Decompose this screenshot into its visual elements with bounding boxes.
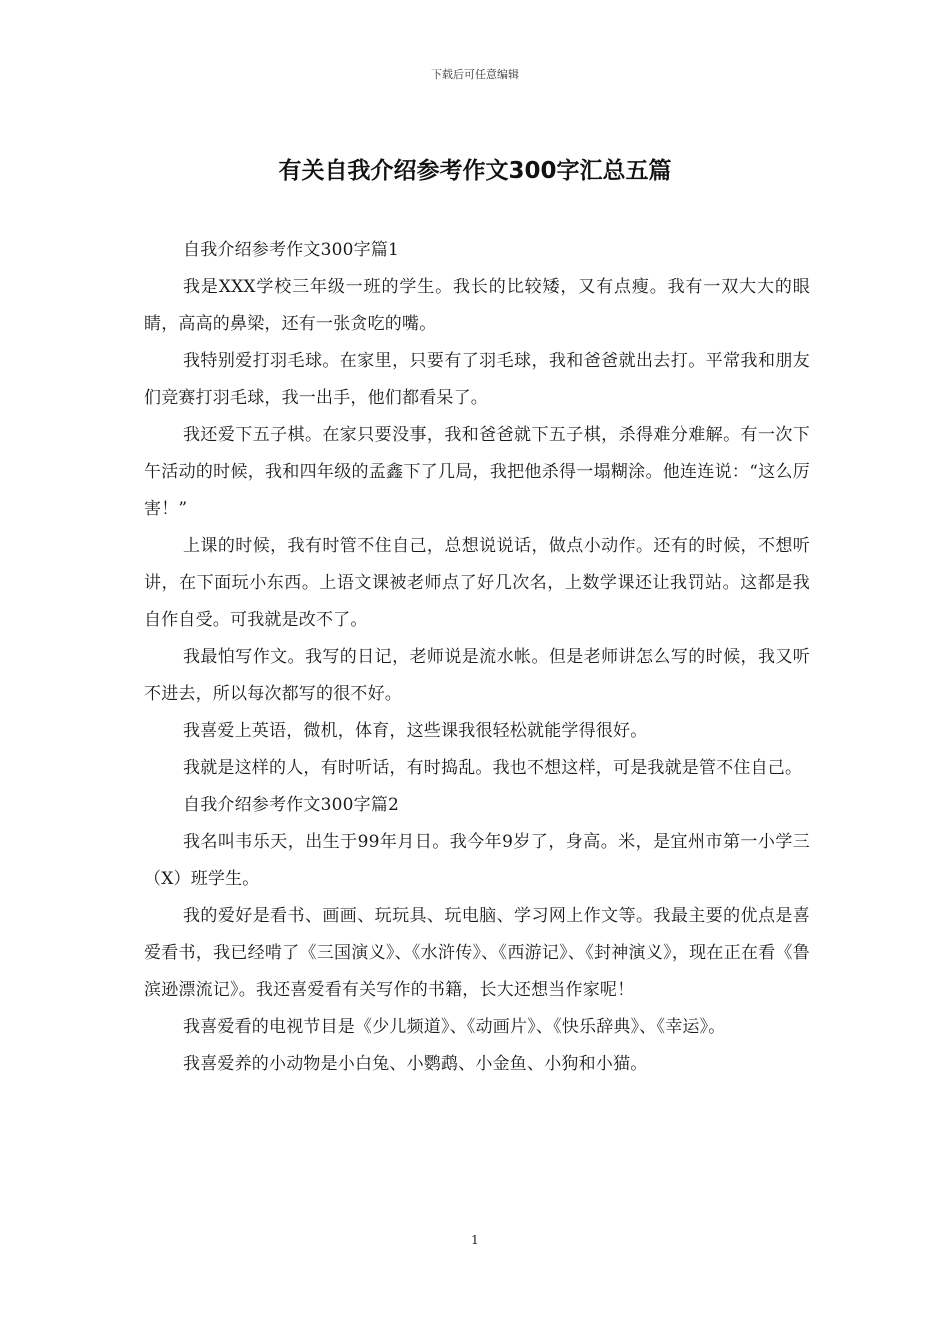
paragraph: 我还爱下五子棋。在家只要没事，我和爸爸就下五子棋，杀得难分难解。有一次下午活动的时候，我和四年级的孟鑫下了几局，我把他杀得一塌糊涂。他连连说：“这么厉害！” (144, 425, 810, 519)
paragraph: 我是XXX学校三年级一班的学生。我长的比较矮，又有点瘦。我有一双大大的眼睛，高高的鼻梁，还有一张贪吃的嘴。 (144, 277, 810, 334)
paragraph: 我喜爱看的电视节目是《少儿频道》、《动画片》、《快乐辞典》、《幸运》。 (183, 1017, 726, 1037)
section-heading-1: 自我介绍参考作文300字篇1 (183, 240, 400, 260)
document-title: 有关自我介绍参考作文300字汇总五篇 (278, 158, 672, 184)
paragraph: 我名叫韦乐天，出生于99年月日。我今年9岁了，身高。米，是宜州市第一小学三（X）班学生。 (144, 832, 810, 889)
paragraph: 我特别爱打羽毛球。在家里，只要有了羽毛球，我和爸爸就出去打。平常我和朋友们竞赛打羽毛球，我一出手，他们都看呆了。 (144, 351, 810, 408)
paragraph: 我喜爱养的小动物是小白兔、小鹦鹉、小金鱼、小狗和小猫。 (183, 1054, 648, 1074)
paragraph: 我就是这样的人，有时听话，有时捣乱。我也不想这样，可是我就是管不住自己。 (183, 758, 803, 778)
document-body (144, 232, 810, 1083)
paragraph: 我最怕写作文。我写的日记，老师说是流水帐。但是老师讲怎么写的时候，我又听不进去，所以每次都写的很不好。 (144, 647, 810, 704)
page-number: 1 (471, 1233, 479, 1247)
paragraph: 我喜爱上英语，微机，体育，这些课我很轻松就能学得很好。 (183, 721, 648, 741)
paragraph: 我的爱好是看书、画画、玩玩具、玩电脑、学习网上作文等。我最主要的优点是喜爱看书，我已经啃了《三国演义》、《水浒传》、《西游记》、《封神演义》，现在正在看《鲁滨逊漂流记》。我还喜爱看有关写作的书籍，长大还想当作家呢！ (144, 906, 810, 1000)
paragraph: 上课的时候，我有时管不住自己，总想说说话，做点小动作。还有的时候，不想听讲，在下面玩小东西。上语文课被老师点了好几次名，上数学课还让我罚站。这都是我自作自受。可我就是改不了。 (144, 536, 810, 630)
header-note: 下载后可任意编辑 (431, 68, 519, 81)
section-heading-2: 自我介绍参考作文300字篇2 (183, 795, 400, 815)
